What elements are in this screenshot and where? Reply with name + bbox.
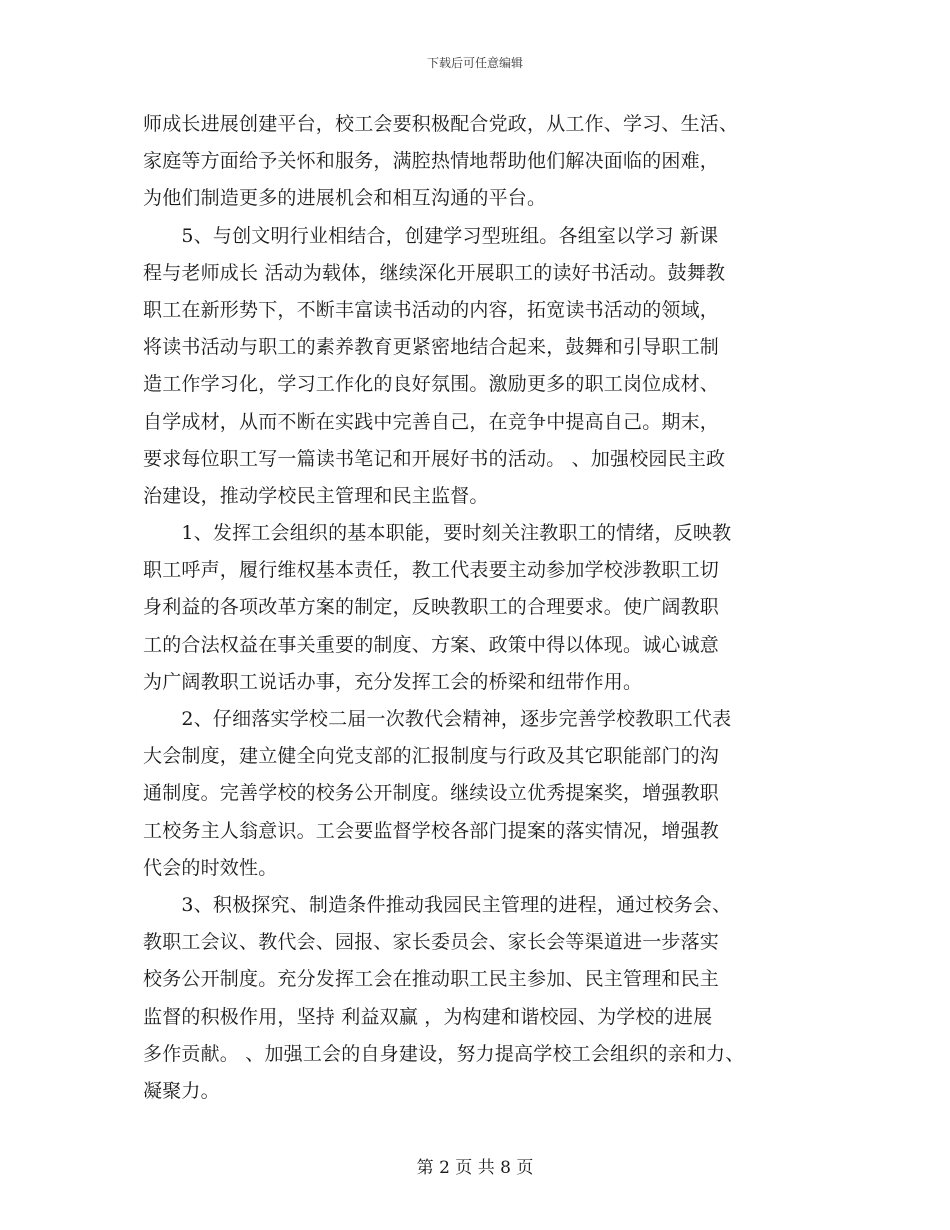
page-number-footer: 第 2 页 共 8 页 [416,1158,534,1178]
text-line: 工的合法权益在事关重要的制度、方案、政策中得以体现。诚心诚意 [143,633,720,656]
document-body [143,106,823,1110]
text-line: 监督的积极作用，坚持 利益双赢 ，为构建和谐校园、为学校的进展 [143,1005,713,1028]
text-line: 通制度。完善学校的校务公开制度。继续设立优秀提案奖，增强教职 [143,782,720,805]
text-line: 5、与创文明行业相结合，创建学习型班组。各组室以学习 新课 [143,224,719,247]
text-line: 要求每位职工写一篇读书笔记和开展好书的活动。 、加强校园民主政 [143,447,726,470]
text-line: 工校务主人翁意识。工会要监督学校各部门提案的落实情况，增强教 [143,819,720,842]
text-line: 将读书活动与职工的素养教育更紧密地结合起来，鼓舞和引导职工制 [143,336,720,359]
text-line: 为他们制造更多的进展机会和相互沟通的平台。 [143,187,547,210]
text-line: 凝聚力。 [143,1079,220,1102]
text-line: 3、积极探究、制造条件推动我园民主管理的进程，通过校务会、 [143,893,732,916]
text-line: 职工呼声，履行维权基本责任，教工代表要主动参加学校涉教职工切 [143,559,720,582]
text-line: 程与老师成长 活动为载体，继续深化开展职工的读好书活动。鼓舞教 [143,261,726,284]
text-line: 教职工会议、教代会、园报、家长委员会、家长会等渠道进一步落实 [143,931,720,954]
text-line: 为广阔教职工说话办事，充分发挥工会的桥梁和纽带作用。 [143,670,643,693]
text-line: 自学成材，从而不断在实践中完善自己，在竞争中提高自己。期末， [143,410,720,433]
text-line: 2、仔细落实学校二届一次教代会精神，逐步完善学校教职工代表 [143,708,732,730]
text-line: 大会制度，建立健全向党支部的汇报制度与行政及其它职能部门的沟 [143,745,720,768]
text-line: 代会的时效性。 [143,856,278,879]
text-line: 职工在新形势下，不断丰富读书活动的内容，拓宽读书活动的领域， [143,298,720,321]
text-line: 校务公开制度。充分发挥工会在推动职工民主参加、民主管理和民主 [143,968,720,991]
text-line: 造工作学习化，学习工作化的良好氛围。激励更多的职工岗位成材、 [143,373,720,396]
text-line: 师成长进展创建平台，校工会要积极配合党政，从工作、学习、生活、 [143,113,739,135]
text-line: 治建设，推动学校民主管理和民主监督。 [143,484,489,507]
page-header: 下载后可任意编辑 [426,56,523,70]
text-line: 身利益的各项改革方案的制定，反映教职工的合理要求。使广阔教职 [143,596,720,619]
text-line: 多作贡献。 、加强工会的自身建设，努力提高学校工会组织的亲和力、 [143,1042,745,1065]
text-line: 1、发挥工会组织的基本职能，要时刻关注教职工的情绪，反映教 [143,522,732,545]
text-line: 家庭等方面给予关怀和服务，满腔热情地帮助他们解决面临的困难， [143,150,720,173]
